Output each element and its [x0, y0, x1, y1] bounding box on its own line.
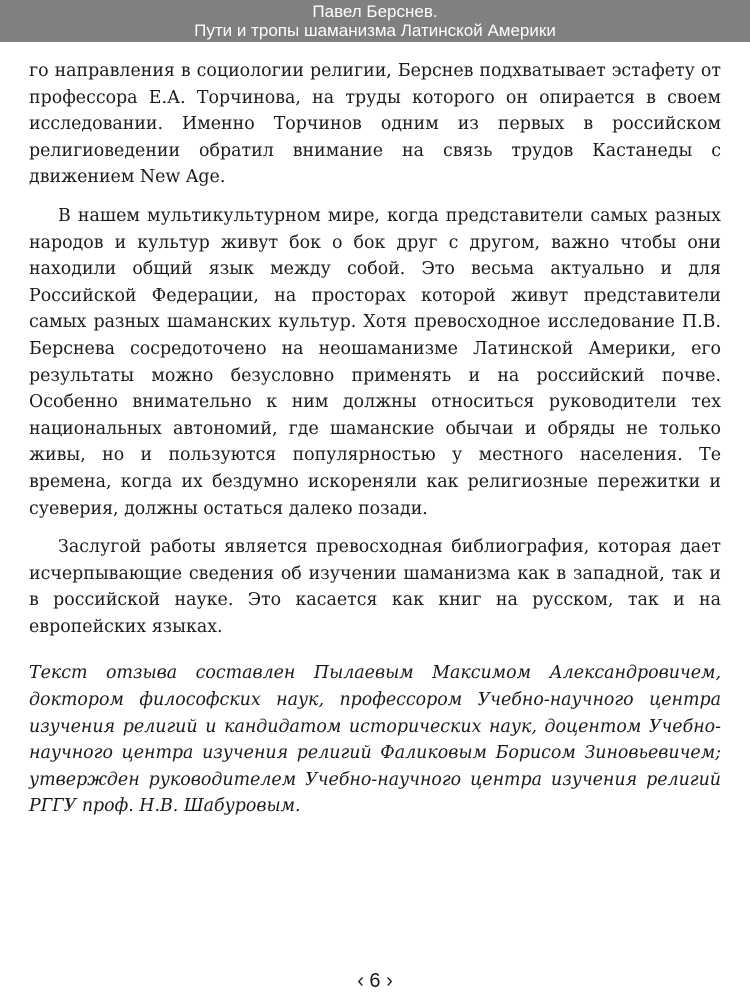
paragraph-continuation: го направления в социологии религии, Берснев подхватывает эстафету от профессора Е.А. Торчинова, на труды которого он опирается в своем исследовании. Именно Торчинов одним из первых в российском религиоведении обратил внимание на связь трудов Кастанеды с движением New Age. [29, 61, 721, 188]
header-book-title: Пути и тропы шаманизма Латинской Америки [194, 21, 556, 40]
paragraph-multicultural: В нашем мультикультурном мире, когда представители самых разных народов и культур живут бок о бок друг с другом, важно чтобы они находили общий язык между собой. Это весьма актуально и для Российской Федерации, на просторах которой живут представители самых разных шаманских культур. Хотя превосходное исследование П.В. Берснева сосредоточено на неошаманизме Латинской Америки, его результаты можно безусловно применять и на российский почве. Особенно внимательно к ним должны относиться руководители тех национальных автономий, где шаманские обычаи и обряды не только живы, но и пользуются популярностью у местного населения. Те времена, когда их бездумно искореняли как религиозные пережитки и суеверия, должны остаться далеко позади. [29, 205, 721, 519]
body-text [29, 58, 721, 820]
header-author: Павел Берснев. [312, 2, 438, 21]
running-header [0, 0, 750, 42]
page-number: ‹ 6 › [357, 970, 393, 992]
review-attribution: Текст отзыва составлен Пылаевым Максимом Александровичем, доктором философских наук, профессором Учебно-научного центра изучения религий и кандидатом исторических наук, доцентом Учебно-научного центра изучения религий Фаликовым Борисом Зиновьевичем; утвержден руководителем Учебно-научного центра изучения религий РГГУ проф. Н.В. Шабуровым. [29, 663, 721, 817]
paragraph-bibliography: Заслугой работы является превосходная библиография, которая дает исчерпывающие сведения об изучении шаманизма как в западной, так и в российской науке. Это касается как книг на русском, так и на европейских языках. [29, 537, 721, 637]
